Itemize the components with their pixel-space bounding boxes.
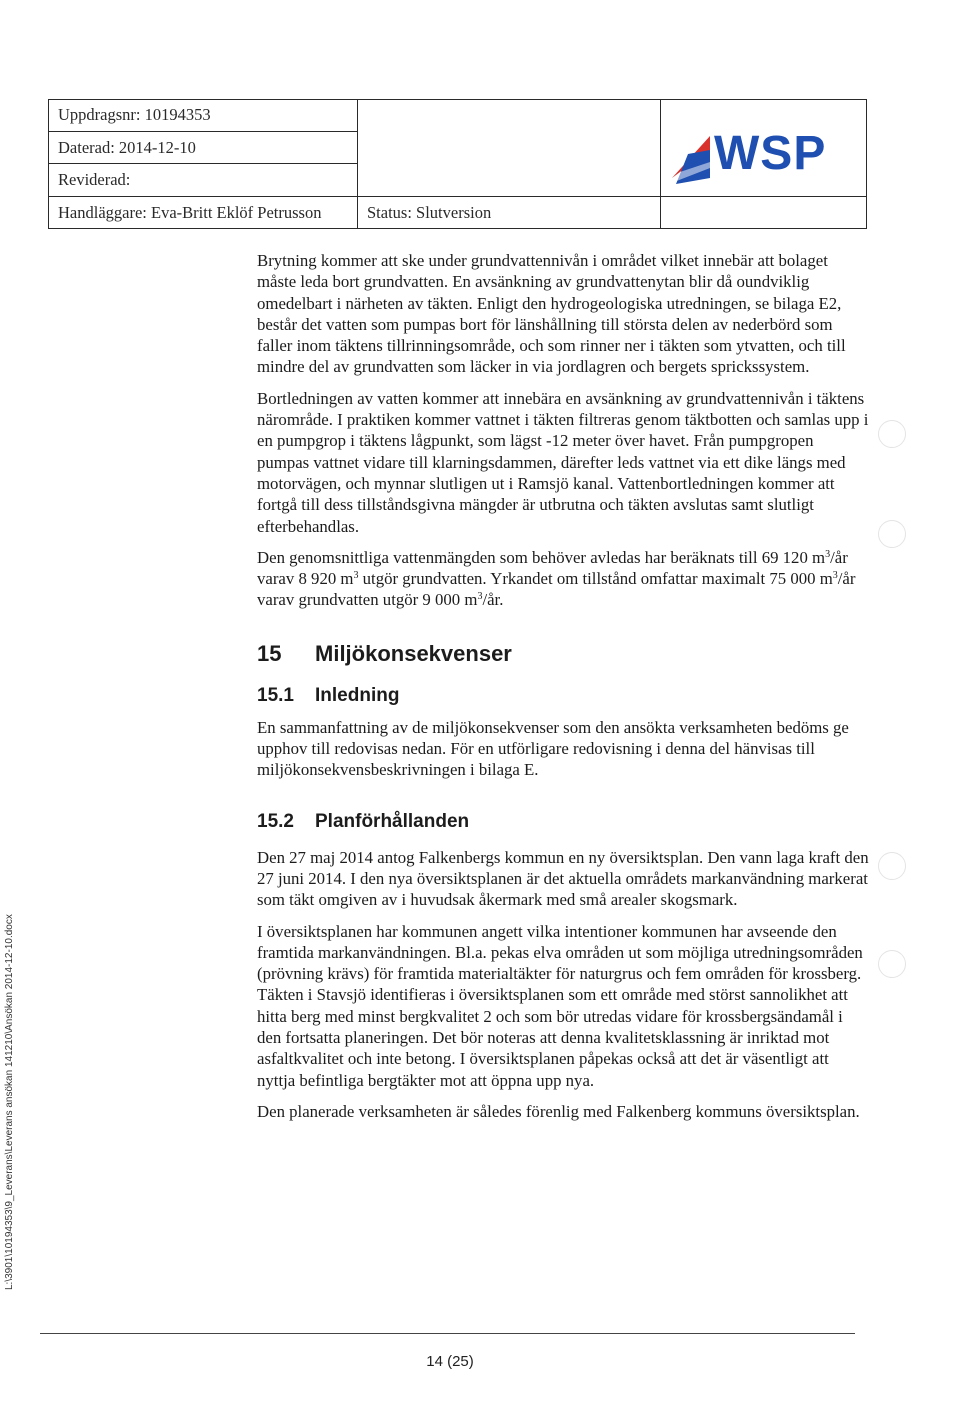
wsp-logo [670, 127, 840, 188]
paragraph-water-volume: Den genomsnittliga vattenmängden som behöver avledas har beräknats till 69 120 $m^3/år$ varav 8 920 $m^3$ utgör grundvatten. Yrkandet om tillstånd omfattar maximalt 75 000 $m^3/år$ varav grundvatten utgör 9 000 $m^3/år$. [257, 547, 856, 610]
paragraph: Den planerade verksamheten är således förenlig med Falkenberg kommuns översiktsplan. [257, 1101, 860, 1121]
status-field: Status: Slutversion [367, 203, 492, 222]
paragraph: Den 27 maj 2014 antog Falkenbergs kommun en ny översiktsplan. Den vann laga kraft den 27 juni 2014. I den nya översiktsplanen är det aktuella områdets markanvändning markerat som täkt omgiven av i huvudsak åkermark med små arealer skogsmark. [257, 847, 869, 910]
section-heading-15-2: 15.2 Planförhållanden [257, 810, 470, 832]
footer-divider [40, 1333, 855, 1334]
paragraph: Bortledningen av vatten kommer att innebära en avsänkning av grundvattennivån i täktens närområde. I praktiken kommer vattnet i täkten filtreras genom täktbotten och samlas upp i en pumpgrop i täktens lågpunkt, som lägst -12 meter över havet. Från pumpgropen pumpas vattnet vidare till klarningsdammen, därefter leds vattnet via ett dike längs med motorvägen, och mynnar slutligen ut i Ramsjö kanal. Vattenbortledningen kommer att fortgå till dess tillståndsgivna mängder är utbrutna och täkten avslutas samt slutligt efterbehandlas. [257, 388, 869, 536]
wsp-logo-mark-icon [670, 132, 716, 188]
revised-field: Reviderad: [58, 170, 131, 189]
margin-mark [878, 520, 906, 548]
assignment-number: Uppdragsnr: 10194353 [58, 105, 211, 124]
paragraph: Brytning kommer att ske under grundvattennivån i området vilket innebär att bolaget måste leda bort grundvatten. En avsänkning av grundvattenytan blir då oundviklig omedelbart i närheten av täkten. Enligt den hydrogeologiska utredningen, se bilaga E2, består det vatten som pumpas bort för länshållning till största delen av nederbörd som faller inom täktens tillrinningsområde, och som rinner ner i täkten som ytvatten, och till mindre del av grundvatten som läcker in via jordlagren och bergets sprickssystem. [257, 251, 846, 377]
margin-mark [878, 852, 906, 880]
file-path-sidebar: L:\3901\10194353\9_Leverans\Leverans ansökan 141210\Ansökan 2014-12-10.docx [4, 914, 15, 1290]
section-heading-15-1: 15.1 Inledning [257, 684, 400, 706]
page-number: 14 (25) [426, 1353, 474, 1370]
wsp-logo-text: WSP [714, 127, 827, 180]
handler-field: Handläggare: Eva-Britt Eklöf Petrusson [58, 203, 322, 222]
document-body [257, 250, 869, 1132]
section-heading-15: 15 Miljökonsekvenser [257, 640, 512, 666]
paragraph: I översiktsplanen har kommunen angett vilka intentioner kommunen har avseende den framtida markanvändningen. Bl.a. pekas elva områden ut som möjliga utredningsområden (prövning krävs) för framtida materialtäkter för naturgrus och fem områden för krossberg. Täkten i Stavsjö identifieras i översiktsplanen som ett område med störst sannolikhet att hitta berg med minst bergkvalitet 2 och som bör utredas vidare för krossbergsändamål i den fortsatta planeringen. Det bör noteras att denna kvalitetsklassning är inriktad mot asfaltkvalitet och inte betong. I översiktsplanen påpekas också att det är väsentligt att nyttja befintliga bergtäkter mot att öppna upp nya. [257, 921, 863, 1090]
date-field: Daterad: 2014-12-10 [58, 138, 196, 157]
margin-mark [878, 420, 906, 448]
margin-mark [878, 950, 906, 978]
paragraph: En sammanfattning av de miljökonsekvenser som den ansökta verksamheten bedöms ge upphov till redovisas nedan. För en utförligare redovisning i denna del hänvisas till miljökonsekvensbeskrivningen i bilaga E. [257, 717, 849, 780]
header-col-divider [660, 99, 661, 229]
